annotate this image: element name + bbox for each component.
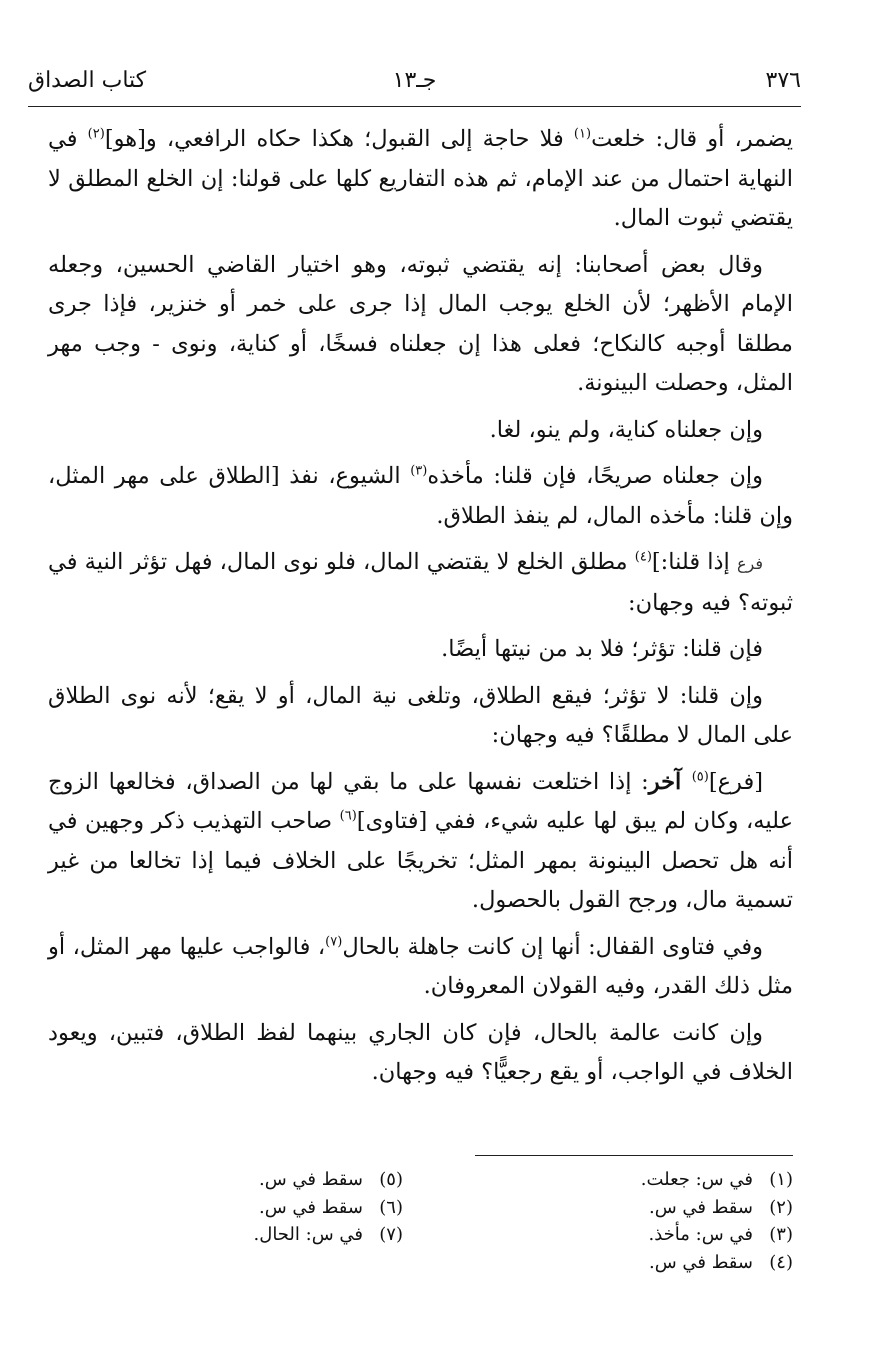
page-number: ٣٧٦ (765, 68, 801, 93)
footnote-ref-7[interactable]: (٧) (325, 934, 343, 949)
paragraph-1: يضمر، أو قال: خلعت$^{(١)}$ فلا حاجة إلى القبول؛ هكذا حكاه الرافعي، و[هو]$^{(٢)}$ في النهاية احتمال من عند الإمام، ثم هذه التفاريع كلها على قولنا: إن الخلع المطلق لا يقتضي ثبوت المال. (48, 126, 793, 231)
paragraph-2: وقال بعض أصحابنا: إنه يقتضي ثبوته، وهو اختيار القاضي الحسين، وجعله الإمام الأظهر؛ لأن الخلع يوجب المال إذا جرى على خمر أو خنزير، فإذا جرى مطلقا أوجبه كالنكاح؛ فعلى هذا إن جعلناه فسخًا، أو كناية، ونوى - وجب مهر المثل، وحصلت البينونة. (48, 251, 793, 396)
footnote-divider (475, 1155, 793, 1156)
footnotes-left-column (103, 1166, 403, 1249)
footnote-item: (٦)سقط في س. (258, 1196, 403, 1218)
volume-number: جـ١٣ (392, 68, 437, 93)
branch-mark: فرع (736, 554, 763, 573)
footnote-item: (٥)سقط في س. (258, 1169, 403, 1190)
paragraph-3: وإن جعلناه كناية، ولم ينو، لغا. (489, 416, 763, 443)
paragraph-8: [فرع]$^{(٥)}$ آخر: إذا اختلعت نفسها على ما بقي لها من الصداق، فخالعها الزوج عليه، وكان لم يبق لها عليه شيء، ففي [فتاوى]$^{(٦)}$ صاحب التهذيب ذكر وجهين في أنه هل تحصل البينونة بمهر المثل؛ تخريجًا على الخلاف فيما إذا تخالعا من غير تسمية مال، ورجح القول بالحصول. (48, 768, 794, 913)
footnote-ref-6[interactable]: (٦) (339, 808, 357, 824)
paragraph-5: فرع إذا قلنا:]$^{(٤)}$ مطلق الخلع لا يقتضي المال، فلو نوى المال، فهل تؤثر النية في ثبوته؟ فيه وجهان: (48, 549, 793, 616)
footnote-ref-4[interactable]: (٤) (634, 549, 652, 565)
footnote-ref-3[interactable]: (٣) (410, 463, 428, 479)
footnote-ref-1[interactable]: (١) (573, 126, 592, 142)
footnote-item: (٣)في س: مأخذ. (648, 1224, 793, 1245)
paragraph-7: وإن قلنا: لا تؤثر؛ فيقع الطلاق، وتلغى نية المال، أو لا يقع؛ لأنه نوى الطلاق على المال لا مطلقًا؟ فيه وجهان: (48, 682, 793, 748)
footnote-item: (٢)سقط في س. (648, 1196, 793, 1218)
footnote-item: (٤)سقط في س. (648, 1251, 793, 1273)
paragraph-6: فإن قلنا: تؤثر؛ فلا بد من نيتها أيضًا. (441, 636, 763, 662)
paragraph-10: وإن كانت عالمة بالحال، فإن كان الجاري بينهما لفظ الطلاق، فتبين، ويعود الخلاف في الواجب، أو يقع رجعيًّا؟ فيه وجهان. (48, 1019, 793, 1085)
footnote-item: (٧)في س: الحال. (253, 1224, 403, 1245)
footnotes-right-column (493, 1166, 793, 1276)
book-title: كتاب الصداق (28, 68, 147, 93)
branch-heading: آخر (648, 768, 692, 795)
footnote-item: (١)في س: جعلت. (640, 1169, 793, 1190)
main-text (48, 120, 793, 1100)
footnote-ref-2[interactable]: (٢) (87, 126, 105, 142)
footnote-ref-5[interactable]: (٥) (691, 769, 709, 784)
paragraph-9: وفي فتاوى القفال: أنها إن كانت جاهلة بالحال$^{(٧)}$، فالواجب عليها مهر المثل، أو مثل ذلك القدر، وفيه القولان المعروفان. (48, 933, 793, 999)
page-header (28, 66, 801, 107)
paragraph-4: وإن جعلناه صريحًا، فإن قلنا: مأخذه$^{(٣)}$ الشيوع، نفذ [الطلاق على مهر المثل، وإن قلنا: مأخذه المال، لم ينفذ الطلاق. (48, 463, 793, 529)
